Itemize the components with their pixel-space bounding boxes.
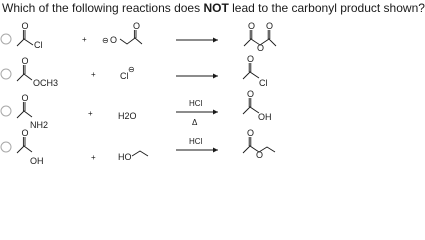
carbonyl-oxygen-label: O	[266, 21, 274, 31]
option-a	[1, 21, 276, 53]
option-d-reactant	[17, 128, 44, 166]
option-a-product	[244, 21, 276, 53]
option-c-product-label: OH	[258, 112, 272, 122]
option-b-product	[243, 54, 268, 88]
option-d-arrowhead	[213, 148, 218, 153]
option-c-reactant-label: NH2	[30, 120, 49, 130]
option-a-radio[interactable]	[1, 34, 11, 44]
option-d-reactant-label: OH	[30, 156, 44, 166]
carbonyl-oxygen-label: O	[21, 56, 29, 66]
option-b	[1, 54, 268, 88]
option-d	[1, 128, 275, 166]
option-c	[1, 89, 272, 130]
option-c-arrowhead	[213, 110, 218, 115]
carbonyl-oxygen-label: O	[247, 54, 255, 64]
option-c-conditions-bottom: Δ	[192, 118, 198, 127]
carbonyl-oxygen-label: O	[248, 21, 256, 31]
option-a-reactant	[17, 21, 43, 50]
option-a-reagent-charge: ⊖	[102, 36, 109, 45]
option-d-product	[243, 128, 275, 160]
option-c-plus: +	[88, 109, 93, 118]
option-a-arrowhead	[213, 38, 218, 43]
option-a-product-label: O	[257, 43, 265, 53]
option-d-reagent-label: HO	[118, 152, 132, 162]
option-c-reagent-label: H2O	[118, 111, 137, 121]
option-a-reagent	[102, 21, 142, 45]
option-b-reactant	[17, 56, 58, 88]
option-d-conditions-top: HCl	[189, 137, 203, 146]
option-d-radio[interactable]	[1, 142, 11, 152]
option-d-plus: +	[91, 153, 96, 162]
carbonyl-oxygen-label: O	[21, 21, 29, 31]
option-a-plus: +	[82, 35, 87, 44]
option-c-conditions-top: HCl	[189, 99, 203, 108]
option-c-radio[interactable]	[1, 106, 11, 116]
option-c-product	[243, 89, 272, 122]
question-before: Which of the following reactions does	[2, 1, 204, 15]
question-after: lead to the carbonyl product shown?	[228, 1, 425, 15]
option-b-plus: +	[91, 70, 96, 79]
option-b-radio[interactable]	[1, 69, 11, 79]
option-b-product-label: Cl	[259, 78, 268, 88]
option-b-arrowhead	[213, 74, 218, 79]
option-b-reagent-label: Cl	[120, 71, 129, 81]
option-a-reactant-label: Cl	[34, 40, 43, 50]
option-c-reactant	[17, 93, 48, 130]
carbonyl-oxygen-label: O	[21, 93, 29, 103]
option-b-reagent-charge: ⊖	[128, 65, 135, 74]
acetate-oxygen-label: O	[133, 21, 141, 31]
carbonyl-oxygen-label: O	[247, 128, 255, 138]
carbonyl-oxygen-label: O	[247, 89, 255, 99]
option-d-product-label: O	[256, 150, 264, 160]
option-b-reagent	[120, 65, 135, 81]
option-a-reagent-label: O	[110, 35, 118, 45]
option-d-reagent	[118, 151, 148, 162]
question-emphasis: NOT	[203, 1, 229, 15]
option-b-reactant-label: OCH3	[33, 78, 59, 88]
carbonyl-oxygen-label: O	[21, 128, 29, 138]
